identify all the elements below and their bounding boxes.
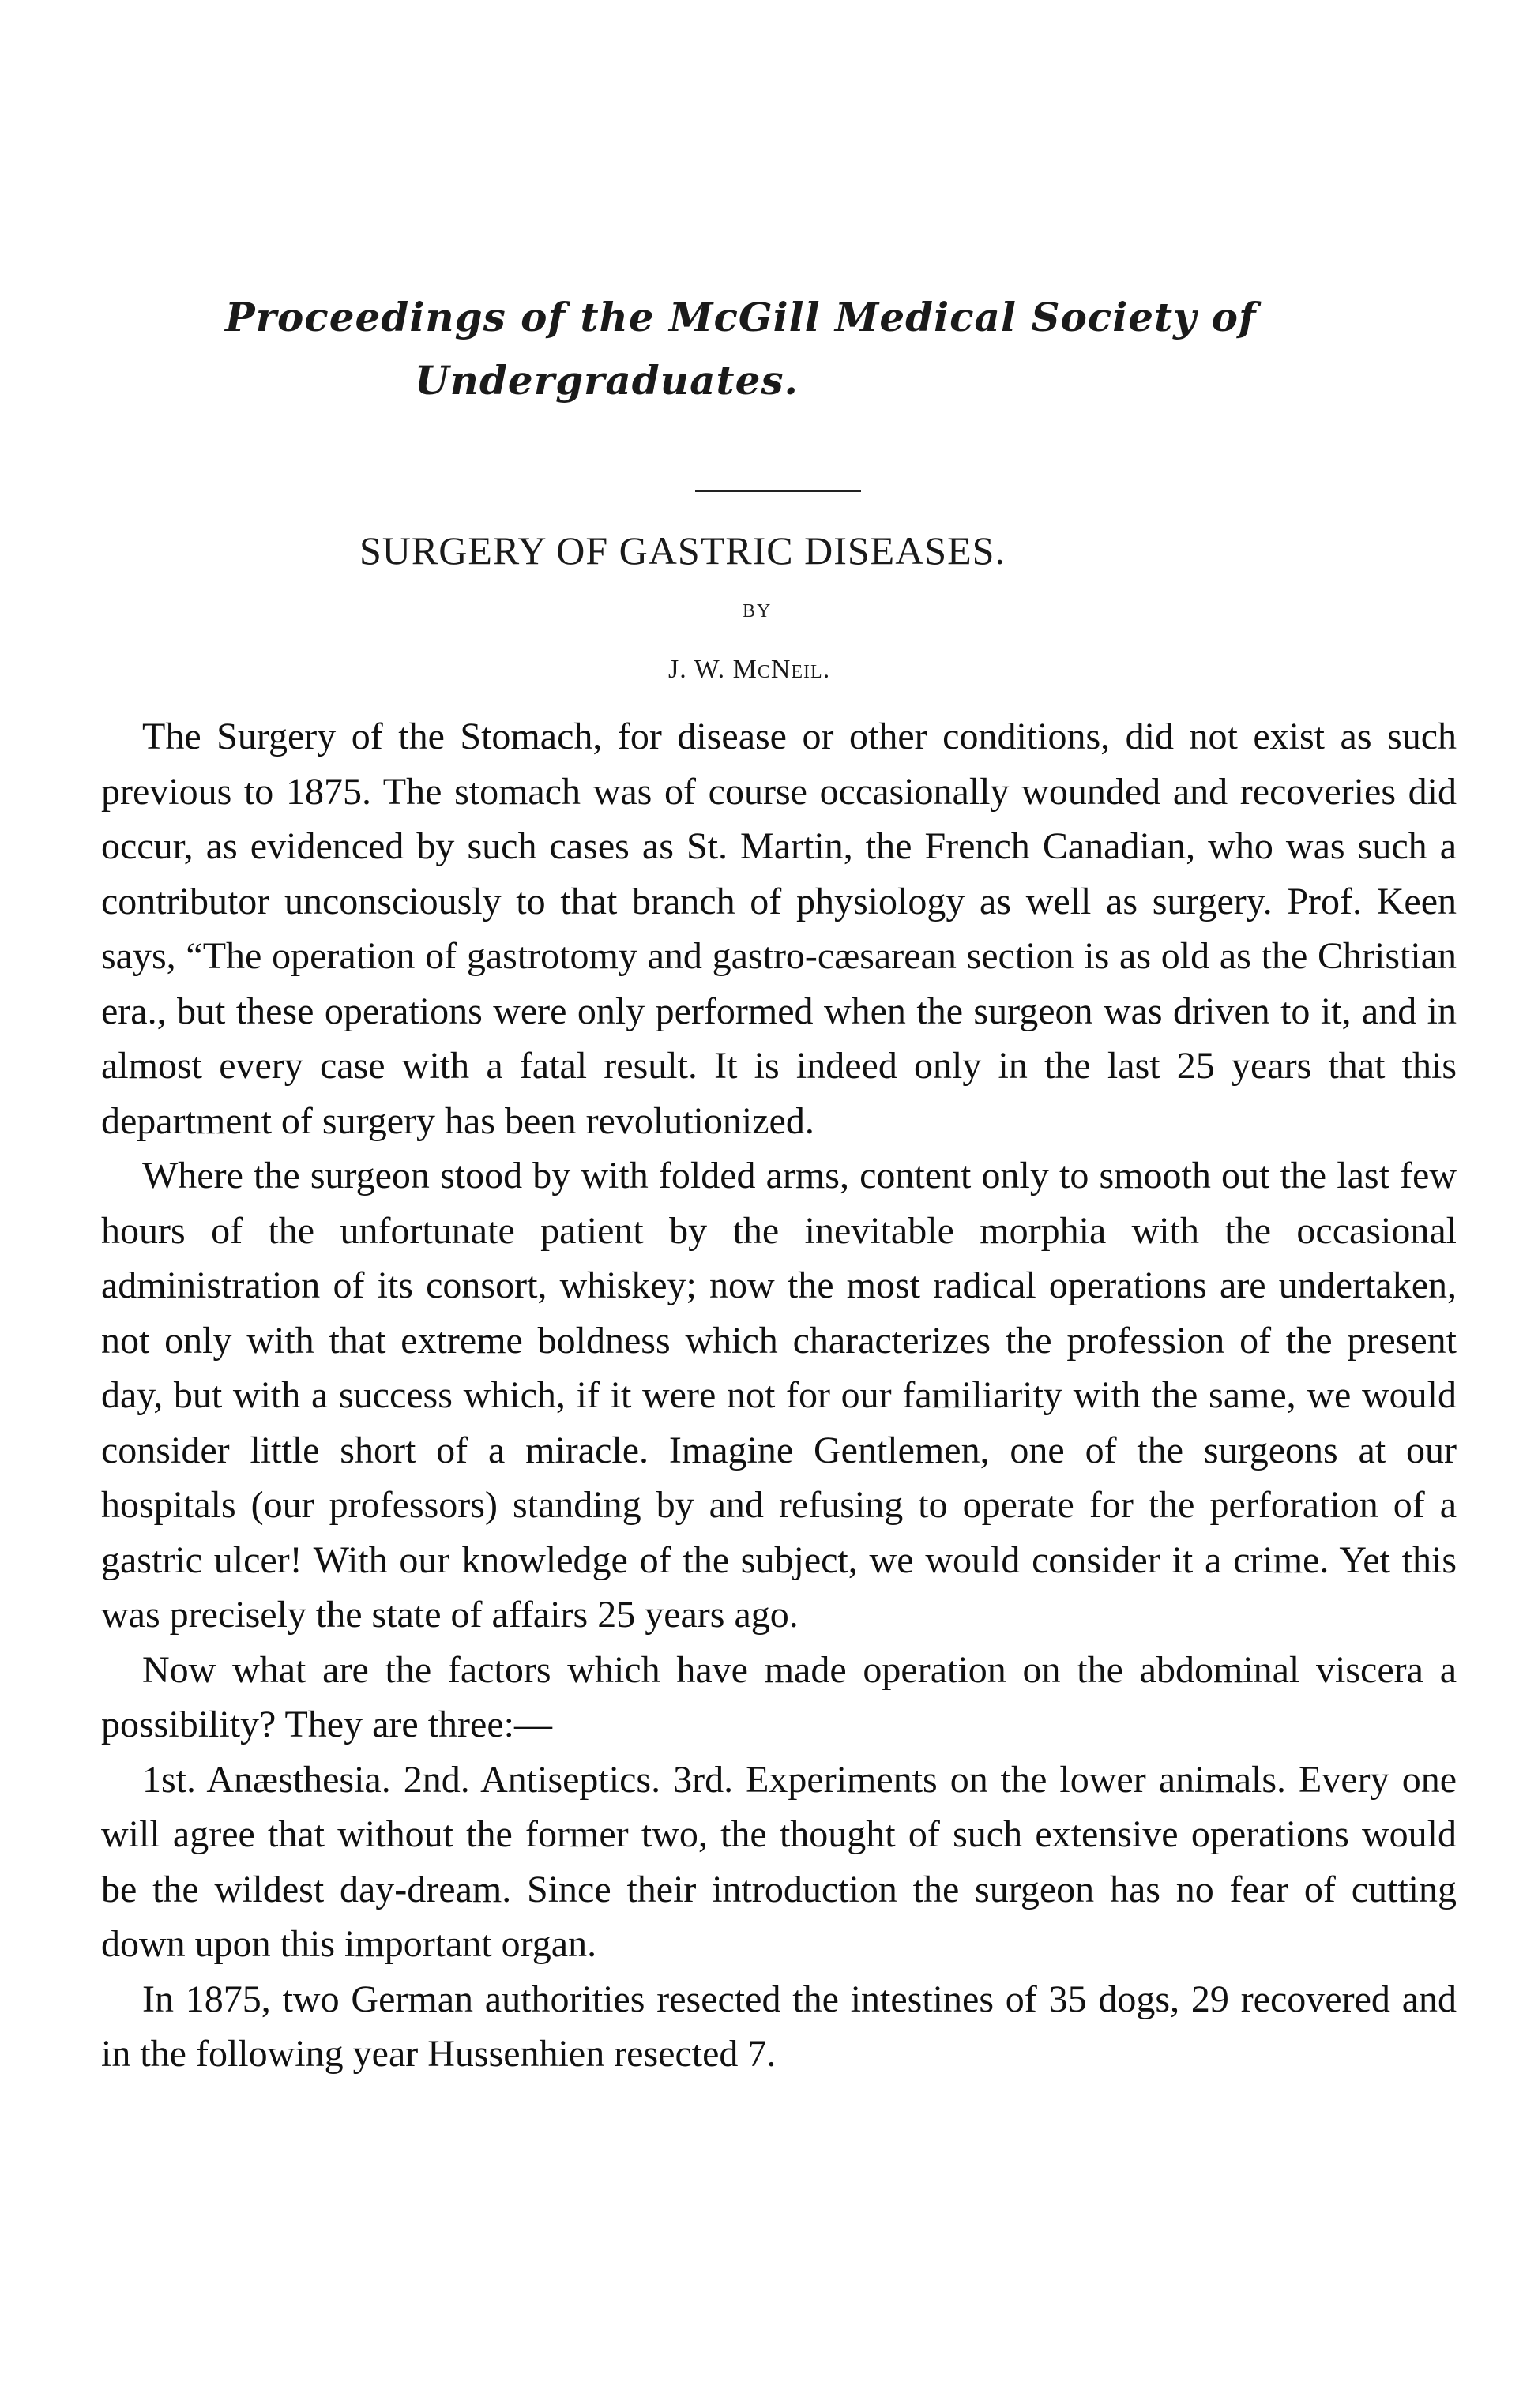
author-name-text: J. W. McNeil. (668, 655, 831, 684)
society-heading-line1: Proceedings of the McGill Medical Society of (225, 294, 1257, 340)
society-heading (225, 286, 1489, 412)
paragraph: Where the surgeon stood by with folded arms, content only to smooth out the last few hours of the unfortunate patient by the inevitable morphia with the occasional administration of its consort, whiskey; now the most radical operations are undertaken, not only with that extreme boldness which characterizes the profession of the present day, but with a success which, if it were not for our familiarity with the same, we would consider little short of a miracle. Imagine Gentlemen, one of the surgeons at our hospitals (our professors) standing by and refusing to operate for the perforation of a gastric ulcer! With our knowledge of the subject, we would consider it a crime. Yet this was precisely the state of affairs 25 years ago. (101, 1155, 1457, 1636)
society-heading-line2: Undergraduates. (415, 357, 799, 404)
paragraph: The Surgery of the Stomach, for disease or other conditions, did not exist as such previous to 1875. The stomach was of course occasionally wounded and recoveries did occur, as evidenced by such cases as St. Martin, the French Canadian, who was such a contributor unconsciously to that branch of physiology as well as surgery. Prof. Keen says, “The operation of gastrotomy and gastro-cæsarean section is as old as the Christian era., but these operations were only performed when the surgeon was driven to it, and in almost every case with a fatal result. It is indeed only in the last 25 years that this department of surgery has been revolutionized. (101, 716, 1457, 1142)
article-body (101, 709, 1457, 2082)
author-name (668, 649, 984, 690)
paragraph: 1st. Anæsthesia. 2nd. Antiseptics. 3rd. Experiments on the lower animals. Every one will agree that without the former two, the thought of such extensive operations would be the wildest day-dream. Since their introduction the surgeon has no fear of cutting down upon this important organ. (101, 1758, 1457, 1965)
byline-by: BY (743, 601, 773, 622)
paragraph: Now what are the factors which have made operation on the abdominal viscera a possibility? They are three:— (101, 1648, 1457, 1745)
title-divider (695, 490, 861, 492)
article-title: SURGERY OF GASTRIC DISEASES. (359, 528, 1006, 573)
paragraph: In 1875, two German authorities resected the intestines of 35 dogs, 29 recovered and in the following year Hussenhien resected 7. (101, 1978, 1457, 2075)
